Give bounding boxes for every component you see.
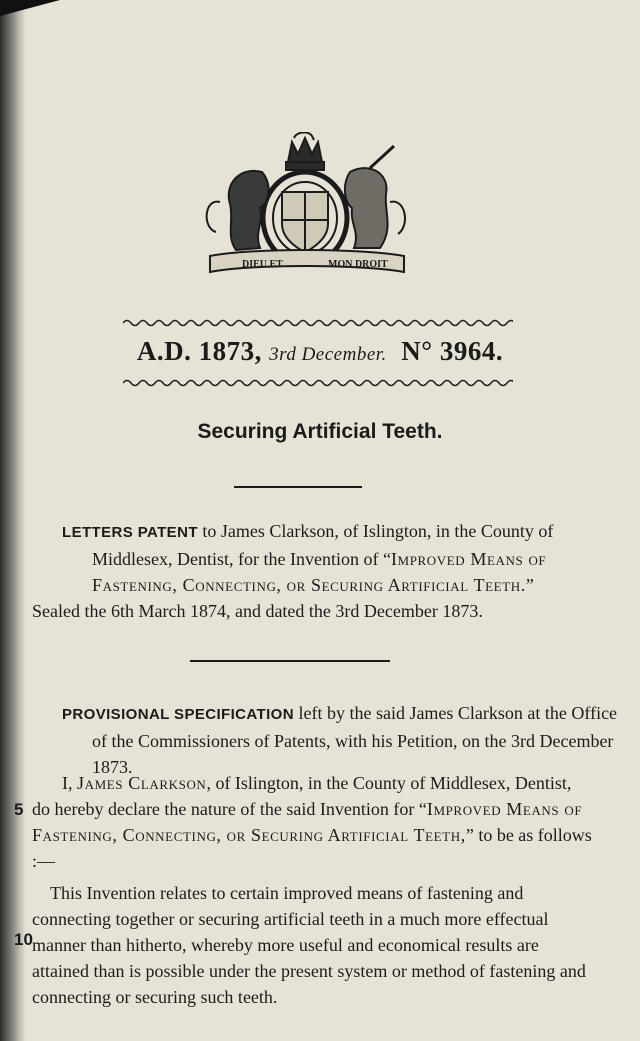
letters-patent-close-quote: ”	[525, 575, 534, 595]
declaration-prefix: I,	[62, 773, 77, 793]
wavy-rule-top	[123, 318, 513, 328]
line-number-10: 10	[14, 930, 33, 949]
corner-tab	[0, 0, 60, 16]
invention-title: Improved Means of Fastening, Connecting, or Securing Artificial Teeth.	[92, 549, 547, 595]
royal-coat-of-arms-icon	[190, 132, 420, 278]
declaration-text: , of Islington, in the County of Middlesex, Dentist, do hereby declare the nature of the said Invention for “	[32, 773, 572, 819]
page-binding-shadow	[0, 0, 26, 1041]
document-title: Securing Artificial Teeth.	[197, 420, 443, 443]
patent-date: 3rd December.	[269, 344, 387, 365]
declaration-suffix: ” to be as follows :—	[32, 825, 592, 871]
patent-year: A.D. 1873,	[136, 336, 262, 366]
patent-number: N° 3964.	[401, 336, 504, 366]
wavy-rule-bottom	[123, 378, 513, 388]
divider-2	[190, 660, 390, 662]
inventor-name: James Clarkson	[77, 773, 207, 793]
letters-patent-text: to James Clarkson, of Islington, in the County of Middlesex, Dentist, for the Invention of “	[92, 521, 554, 569]
line-number-5: 5	[14, 800, 24, 819]
divider-1	[234, 486, 362, 488]
declaration-invention-title: Improved Means of Fastening, Connecting, or Securing Artificial Teeth,	[32, 799, 583, 845]
motto-right: MON DROIT	[328, 259, 388, 270]
motto-left: DIEU ET	[242, 259, 283, 270]
declaration-paragraph	[32, 770, 592, 874]
letters-patent-paragraph	[62, 518, 622, 598]
letters-patent-lead: LETTERS PATENT	[62, 524, 198, 541]
sealed-line: Sealed the 6th March 1874, and dated the 3rd December 1873.	[32, 601, 483, 621]
body-paragraph: This Invention relates to certain improved means of fastening and connecting together or securing artificial teeth in a much more effectual manner than hitherto, whereby more useful and economical results are attained than is possible under the present system or method of fastening and connecting or securing such teeth.	[32, 883, 586, 1007]
provisional-lead: PROVISIONAL SPECIFICATION	[62, 706, 294, 723]
provisional-paragraph	[62, 700, 622, 780]
provisional-text: left by the said James Clarkson at the Office of the Commissioners of Patents, with his Petition, on the 3rd December 1873.	[92, 703, 618, 777]
patent-header	[0, 336, 640, 367]
